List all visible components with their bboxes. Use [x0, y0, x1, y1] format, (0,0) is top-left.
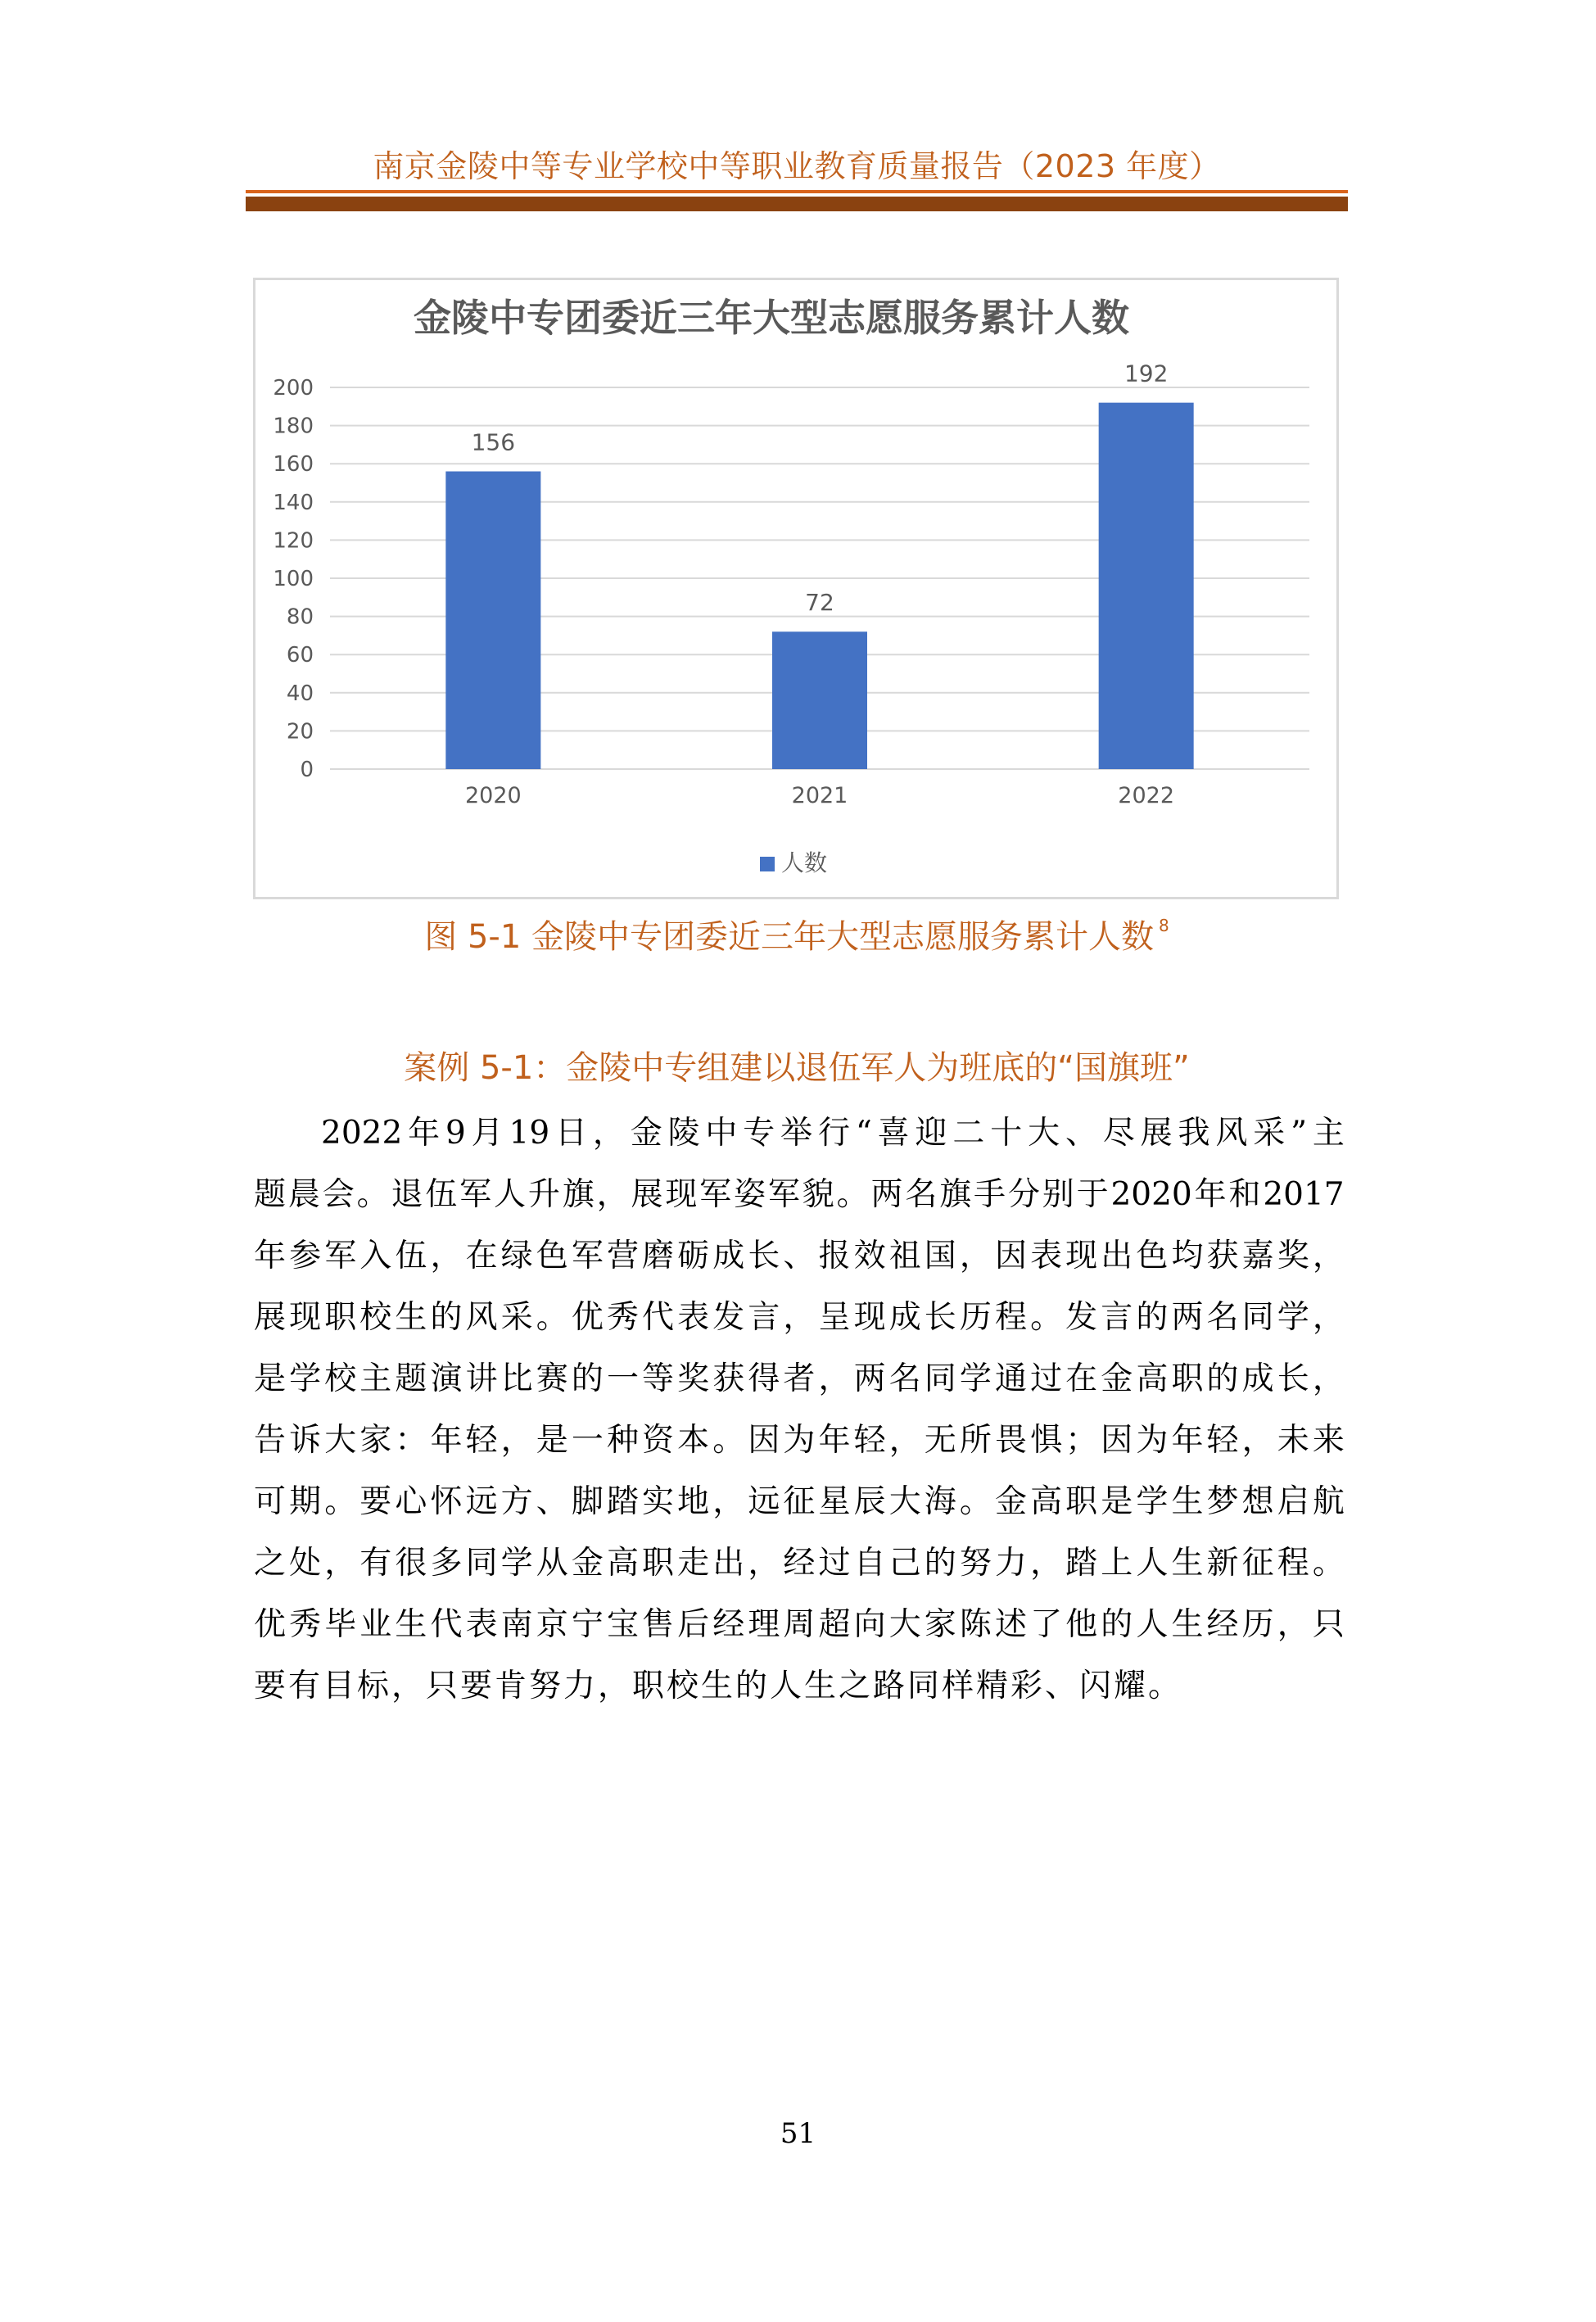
- bar: [445, 472, 540, 769]
- y-tick-label: 100: [273, 567, 314, 591]
- x-tick-label: 2020: [464, 783, 522, 808]
- y-tick-label: 40: [286, 681, 314, 706]
- body-line: 展 现 职 校 生 的 风 采 。 优 秀 代 表 发 言 ， 呈 现 成 长 历 程 。 发 言 的 两 名 同 学 ，: [254, 1299, 1345, 1336]
- y-tick-label: 140: [273, 490, 314, 515]
- legend-label: 人数: [781, 849, 828, 876]
- y-tick-label: 120: [273, 528, 314, 554]
- chart-bars: [445, 403, 1193, 769]
- body-line: 之 处 ， 有 很 多 同 学 从 金 高 职 走 出 ， 经 过 自 己 的 努 力 ， 踏 上 人 生 新 征 程 。: [254, 1545, 1345, 1582]
- chart-title: 金陵中专团委近三年大型志愿服务累计人数: [414, 296, 1129, 340]
- y-tick-label: 80: [286, 604, 314, 630]
- bar-chart: [253, 278, 1339, 899]
- y-tick-label: 180: [273, 414, 314, 439]
- page-number: 51: [780, 2117, 816, 2150]
- chart-canvas: [255, 280, 1336, 897]
- body-line: 是 学 校 主 题 演 讲 比 赛 的 一 等 奖 获 得 者 ， 两 名 同 学 通 过 在 金 高 职 的 成 长 ，: [254, 1360, 1345, 1397]
- data-label: 156: [471, 428, 516, 456]
- header-divider-thick: [246, 197, 1348, 211]
- bar: [1099, 403, 1194, 769]
- x-tick-label: 2021: [791, 783, 848, 808]
- header-divider-thin: [246, 190, 1348, 193]
- data-label: 192: [1124, 360, 1169, 387]
- body-line: 告 诉 大 家 ： 年 轻 ， 是 一 种 资 本 。 因 为 年 轻 ， 无 所 畏 惧 ； 因 为 年 轻 ， 未 来: [254, 1422, 1345, 1459]
- y-tick-label: 20: [286, 719, 314, 745]
- legend-swatch: [760, 857, 775, 871]
- body-line: 优 秀 毕 业 生 代 表 南 京 宁 宝 售 后 经 理 周 超 向 大 家 陈 述 了 他 的 人 生 经 历 ， 只: [254, 1606, 1345, 1643]
- body-line: 要有目标，只要肯努力，职校生的人生之路同样精彩、闪耀。: [254, 1668, 1183, 1704]
- case-title: 案例 5-1：金陵中专组建以退伍军人为班底的“国旗班”: [404, 1049, 1190, 1087]
- body-line: 可 期 。 要 心 怀 远 方 、 脚 踏 实 地 ， 远 征 星 辰 大 海 。 金 高 职 是 学 生 梦 想 启 航: [254, 1483, 1345, 1520]
- body-line: 年 参 军 入 伍 ， 在 绿 色 军 营 磨 砺 成 长 、 报 效 祖 国 ， 因 表 现 出 色 均 获 嘉 奖 ，: [254, 1238, 1345, 1274]
- figure-caption-text: 图 5-1 金陵中专团委近三年大型志愿服务累计人数: [424, 918, 1155, 956]
- chart-x-axis: [465, 783, 1174, 808]
- y-tick-label: 160: [273, 452, 314, 478]
- chart-legend: [760, 849, 827, 876]
- chart-y-axis: [273, 376, 314, 782]
- body-line: 2022 年 9 月 19 日 ， 金 陵 中 专 举 行 “ 喜 迎 二 十 大 、 尽 展 我 风 采 ” 主: [321, 1115, 1345, 1152]
- body-line: 题 晨 会 。 退 伍 军 人 升 旗 ， 展 现 军 姿 军 貌 。 两 名 旗 手 分 别 于 2020 年 和 2017: [254, 1176, 1345, 1213]
- page-header-title: 南京金陵中等专业学校中等职业教育质量报告（2023 年度）: [373, 148, 1221, 184]
- body-paragraph: [254, 1102, 1345, 1717]
- y-tick-label: 200: [273, 376, 314, 401]
- figure-caption: [246, 911, 1348, 957]
- footnote-marker: 8: [1159, 915, 1169, 935]
- x-tick-label: 2022: [1118, 783, 1175, 808]
- bar: [772, 631, 867, 769]
- y-tick-label: 0: [300, 758, 314, 782]
- y-tick-label: 60: [286, 643, 314, 668]
- data-label: 72: [805, 589, 834, 617]
